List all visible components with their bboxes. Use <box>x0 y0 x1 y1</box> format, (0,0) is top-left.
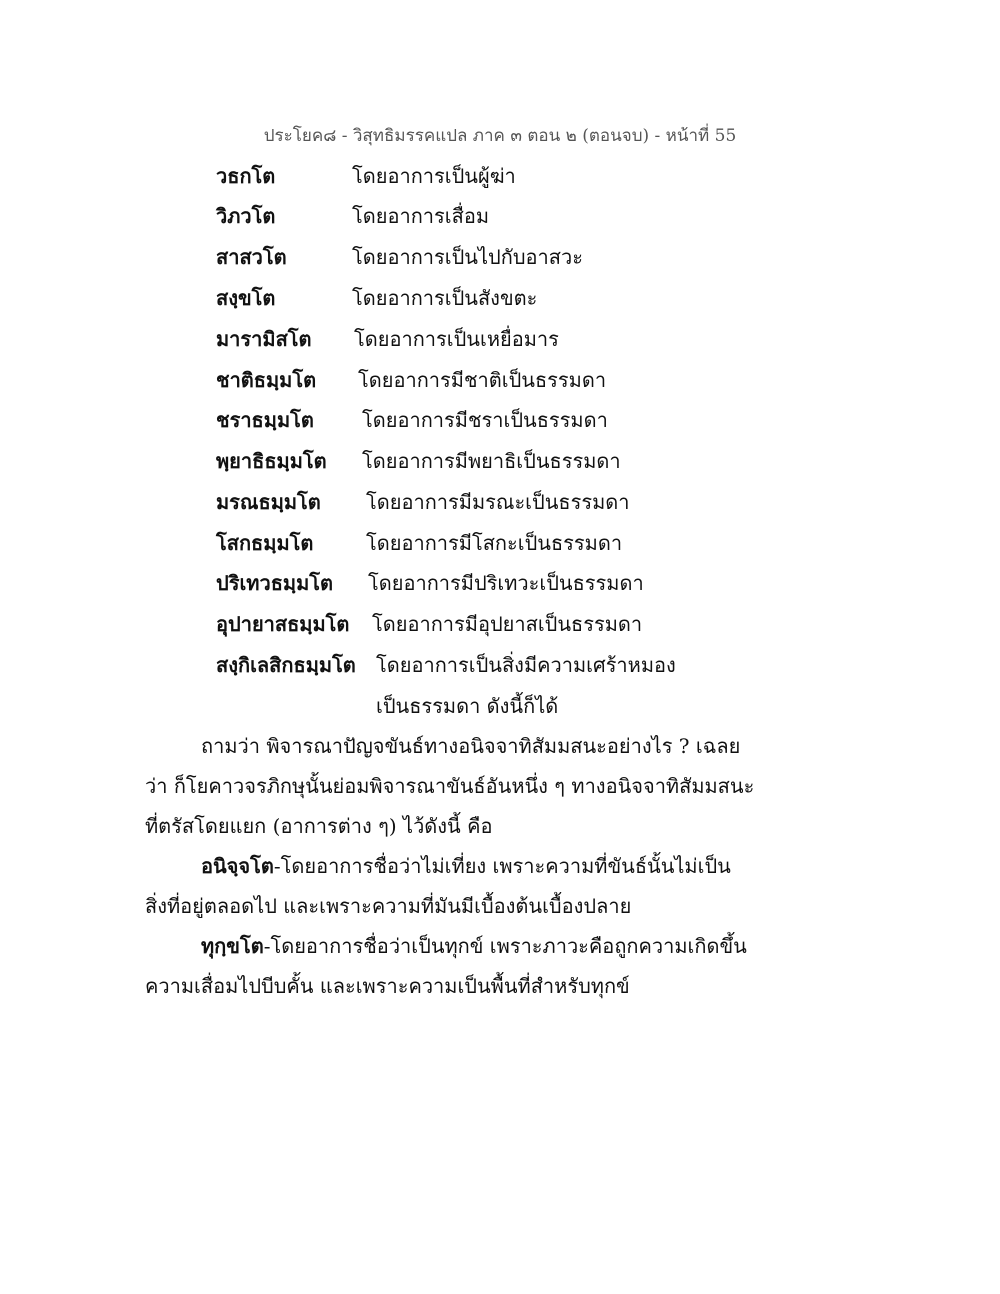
glossary-meaning: โดยอาการเสื่อม <box>352 204 490 228</box>
paragraph-line <box>201 930 747 962</box>
glossary-meaning: โดยอาการเป็นผู้ฆ่า <box>352 164 516 188</box>
glossary-term: สงฺขโต <box>216 286 276 310</box>
glossary-term: อุปายาสธมฺมโต <box>216 612 350 636</box>
glossary-term: วิภวโต <box>216 204 276 228</box>
glossary-term: พฺยาธิธมฺมโต <box>216 449 327 473</box>
glossary-term: สาสวโต <box>216 245 287 269</box>
pali-term: ทุกฺขโต <box>201 934 264 958</box>
glossary-meaning: โดยอาการมีอุปยาสเป็นธรรมดา <box>372 612 643 636</box>
paragraph-line: ความเสื่อมไปบีบคั้น และเพราะความเป็นพื้นที่สำหรับทุกข์ <box>145 974 630 998</box>
glossary-meaning: โดยอาการเป็นสังขตะ <box>352 286 538 310</box>
paragraph-line: ที่ตรัสโดยแยก (อาการต่าง ๆ) ไว้ดังนี้ คือ <box>145 814 493 838</box>
page-header: ประโยค๘ - วิสุทธิมรรคแปล ภาค ๓ ตอน ๒ (ตอนจบ) - หน้าที่ 55 <box>263 126 737 146</box>
paragraph-line: สิ่งที่อยู่ตลอดไป และเพราะความที่มันมีเบื้องต้นเบื้องปลาย <box>145 894 632 918</box>
glossary-meaning: โดยอาการมีมรณะเป็นธรรมดา <box>366 490 630 514</box>
glossary-meaning: โดยอาการมีชาติเป็นธรรมดา <box>358 368 607 392</box>
glossary-continuation: เป็นธรรมดา ดังนี้ก็ได้ <box>376 694 559 718</box>
glossary-term: โสกธมฺมโต <box>216 531 314 555</box>
glossary-term: มารามิสโต <box>216 327 312 351</box>
glossary-meaning: โดยอาการมีปริเทวะเป็นธรรมดา <box>368 571 644 595</box>
glossary-term: ชราธมฺมโต <box>216 408 314 432</box>
pali-term: อนิจฺจโต <box>201 854 274 878</box>
paragraph-line <box>201 850 731 882</box>
glossary-meaning: โดยอาการมีโสกะเป็นธรรมดา <box>366 531 623 555</box>
glossary-meaning: โดยอาการเป็นเหยื่อมาร <box>354 327 559 351</box>
paragraph-text: -โดยอาการชื่อว่าเป็นทุกข์ เพราะภาวะคือถูกความเกิดขึ้น <box>263 934 747 958</box>
glossary-meaning: โดยอาการมีพยาธิเป็นธรรมดา <box>362 449 621 473</box>
paragraph-line: ถามว่า พิจารณาปัญจขันธ์ทางอนิจจาทิสัมมสนะอย่างไร ? เฉลย <box>201 734 741 758</box>
glossary-term: ชาติธมฺมโต <box>216 368 317 392</box>
paragraph-text: -โดยอาการชื่อว่าไม่เที่ยง เพราะความที่ขันธ์นั้นไม่เป็น <box>273 854 731 878</box>
glossary-term: สงฺกิเลสิกธมฺมโต <box>216 653 356 677</box>
glossary-meaning: โดยอาการมีชราเป็นธรรมดา <box>362 408 608 432</box>
glossary-meaning: โดยอาการเป็นไปกับอาสวะ <box>352 245 583 269</box>
glossary-term: มรณธมฺมโต <box>216 490 321 514</box>
glossary-term: วธกโต <box>216 164 276 188</box>
paragraph-line: ว่า ก็โยคาวจรภิกษุนั้นย่อมพิจารณาขันธ์อันหนึ่ง ๆ ทางอนิจจาทิสัมมสนะ <box>145 774 755 798</box>
glossary-meaning: โดยอาการเป็นสิ่งมีความเศร้าหมอง <box>376 653 676 677</box>
glossary-term: ปริเทวธมฺมโต <box>216 571 333 595</box>
